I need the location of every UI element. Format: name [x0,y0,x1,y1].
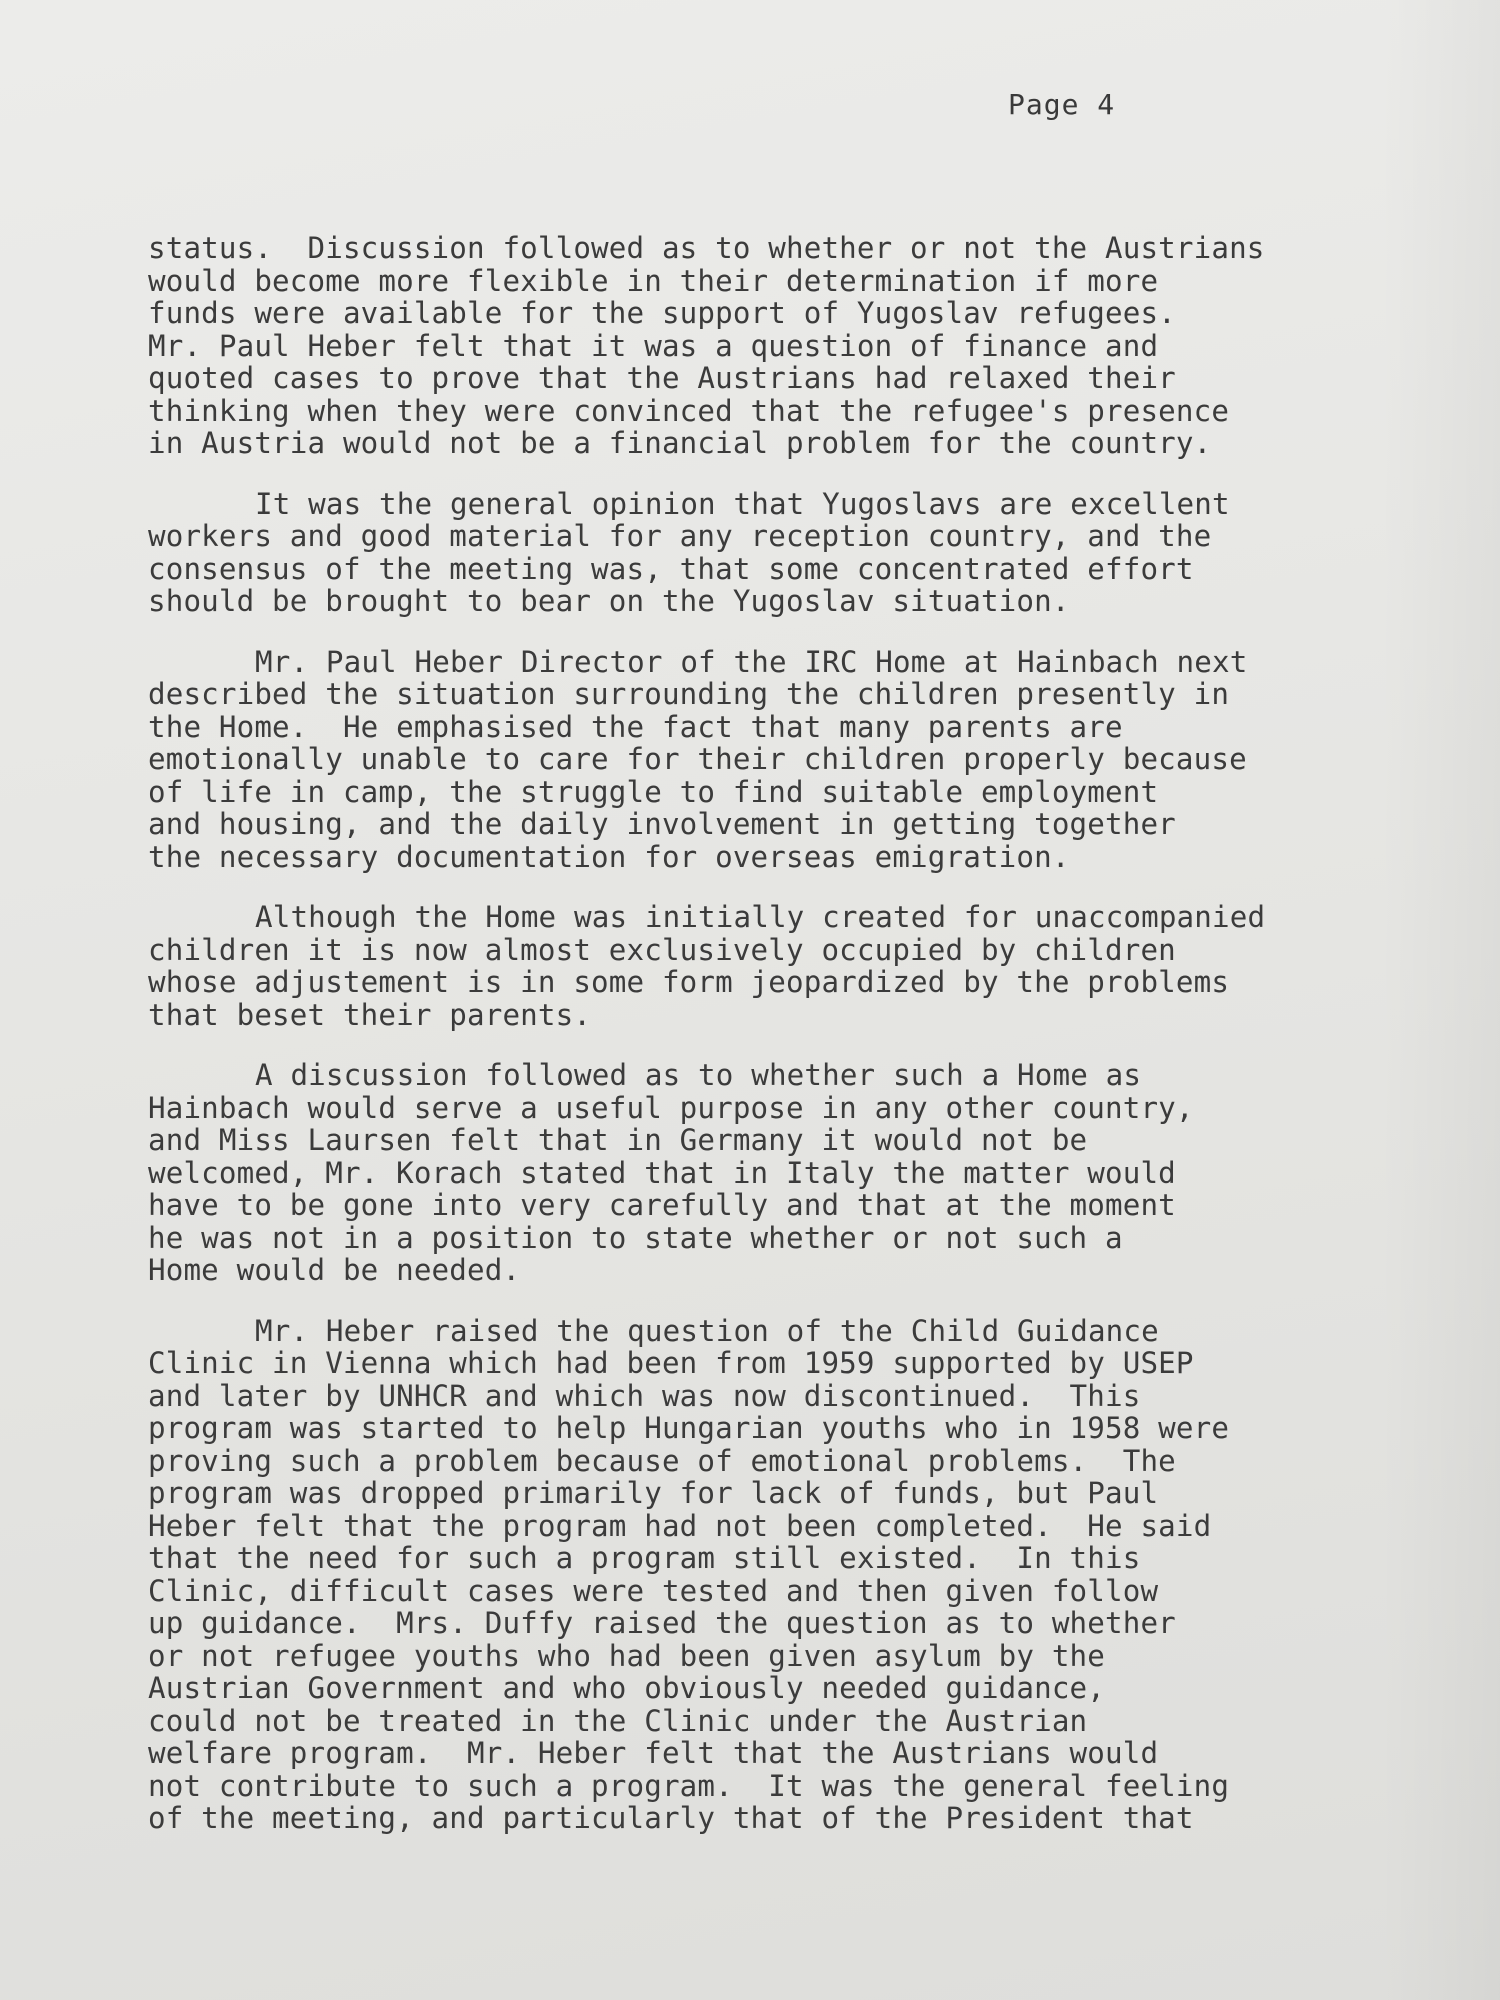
text-line: program was started to help Hungarian youths who in 1958 were [148,1411,1230,1445]
text-line: that beset their parents. [148,997,592,1032]
text-line: program was dropped primarily for lack of funds, but Paul [148,1476,1159,1510]
text-line: quoted cases to prove that the Austrians had relaxed their [148,361,1176,395]
body-text [148,232,1408,1863]
text-line: and Miss Laursen felt that in Germany it would not be [148,1123,1088,1157]
text-line: Mr. Heber raised the question of the Child Guidance [255,1313,1159,1348]
text-line: Although the Home was initially created for unaccompanied [255,900,1266,934]
text-line: of the meeting, and particularly that of the President that [148,1801,1194,1835]
text-line: Mr. Paul Heber felt that it was a question of finance and [148,328,1159,363]
text-line: he was not in a position to state whether or not such a [148,1220,1123,1255]
text-line: of life in camp, the struggle to find suitable employment [148,774,1159,809]
text-line: would become more flexible in their determination if more [148,263,1159,298]
text-line: the Home. He emphasised the fact that many parents are [148,709,1123,744]
text-line: consensus of the meeting was, that some concentrated effort [148,551,1194,586]
text-line: should be brought to bear on the Yugoslav situation. [148,584,1070,618]
text-line: in Austria would not be a financial problem for the country. [148,426,1212,460]
text-line: emotionally unable to care for their children properly because [148,742,1247,776]
text-line: Austrian Government and who obviously needed guidance, [148,1671,1106,1705]
text-line: the necessary documentation for overseas emigration. [148,839,1070,874]
text-line: proving such a problem because of emotional problems. The [148,1443,1176,1478]
text-line: status. Discussion followed as to whether or not the Austrians [148,231,1265,265]
text-line: A discussion followed as to whether such a Home as [255,1058,1142,1092]
paragraph [148,1059,1408,1287]
paragraph [148,232,1408,460]
text-line: It was the general opinion that Yugoslavs are excellent [255,486,1230,521]
paragraph [148,901,1408,1031]
text-line: whose adjustement is in some form jeopardized by the problems [148,965,1230,999]
text-line: Mr. Paul Heber Director of the IRC Home at Hainbach next [255,644,1248,679]
text-line: or not refugee youths who had been given asylum by the [148,1638,1106,1673]
text-line: have to be gone into very carefully and that at the moment [148,1188,1176,1222]
text-line: workers and good material for any reception country, and the [148,519,1212,553]
text-line: funds were available for the support of Yugoslav refugees. [148,296,1176,330]
text-line: Clinic in Vienna which had been from 1959 supported by USEP [148,1346,1194,1380]
text-line: welcomed, Mr. Korach stated that in Italy the matter would [148,1155,1176,1190]
text-line: described the situation surrounding the children presently in [148,677,1230,711]
text-line: up guidance. Mrs. Duffy raised the question as to whether [148,1606,1176,1640]
text-line: could not be treated in the Clinic under the Austrian [148,1703,1088,1738]
text-line: and housing, and the daily involvement in getting together [148,807,1176,841]
paragraph [148,1315,1408,1835]
paragraph [148,646,1408,874]
text-line: welfare program. Mr. Heber felt that the Austrians would [148,1736,1159,1770]
text-line: and later by UNHCR and which was now discontinued. This [148,1378,1141,1413]
text-line: that the need for such a program still existed. In this [148,1541,1141,1575]
text-line: not contribute to such a program. It was the general feeling [148,1768,1230,1803]
paragraph [148,488,1408,618]
text-line: Clinic, difficult cases were tested and then given follow [148,1573,1159,1608]
text-line: thinking when they were convinced that the refugee's presence [148,393,1230,428]
text-line: Home would be needed. [148,1253,521,1287]
text-line: children it is now almost exclusively occupied by children [148,932,1176,967]
text-line: Hainbach would serve a useful purpose in any other country, [148,1090,1194,1125]
page-number: Page 4 [1008,88,1116,121]
text-line: Heber felt that the program had not been completed. He said [148,1508,1212,1543]
